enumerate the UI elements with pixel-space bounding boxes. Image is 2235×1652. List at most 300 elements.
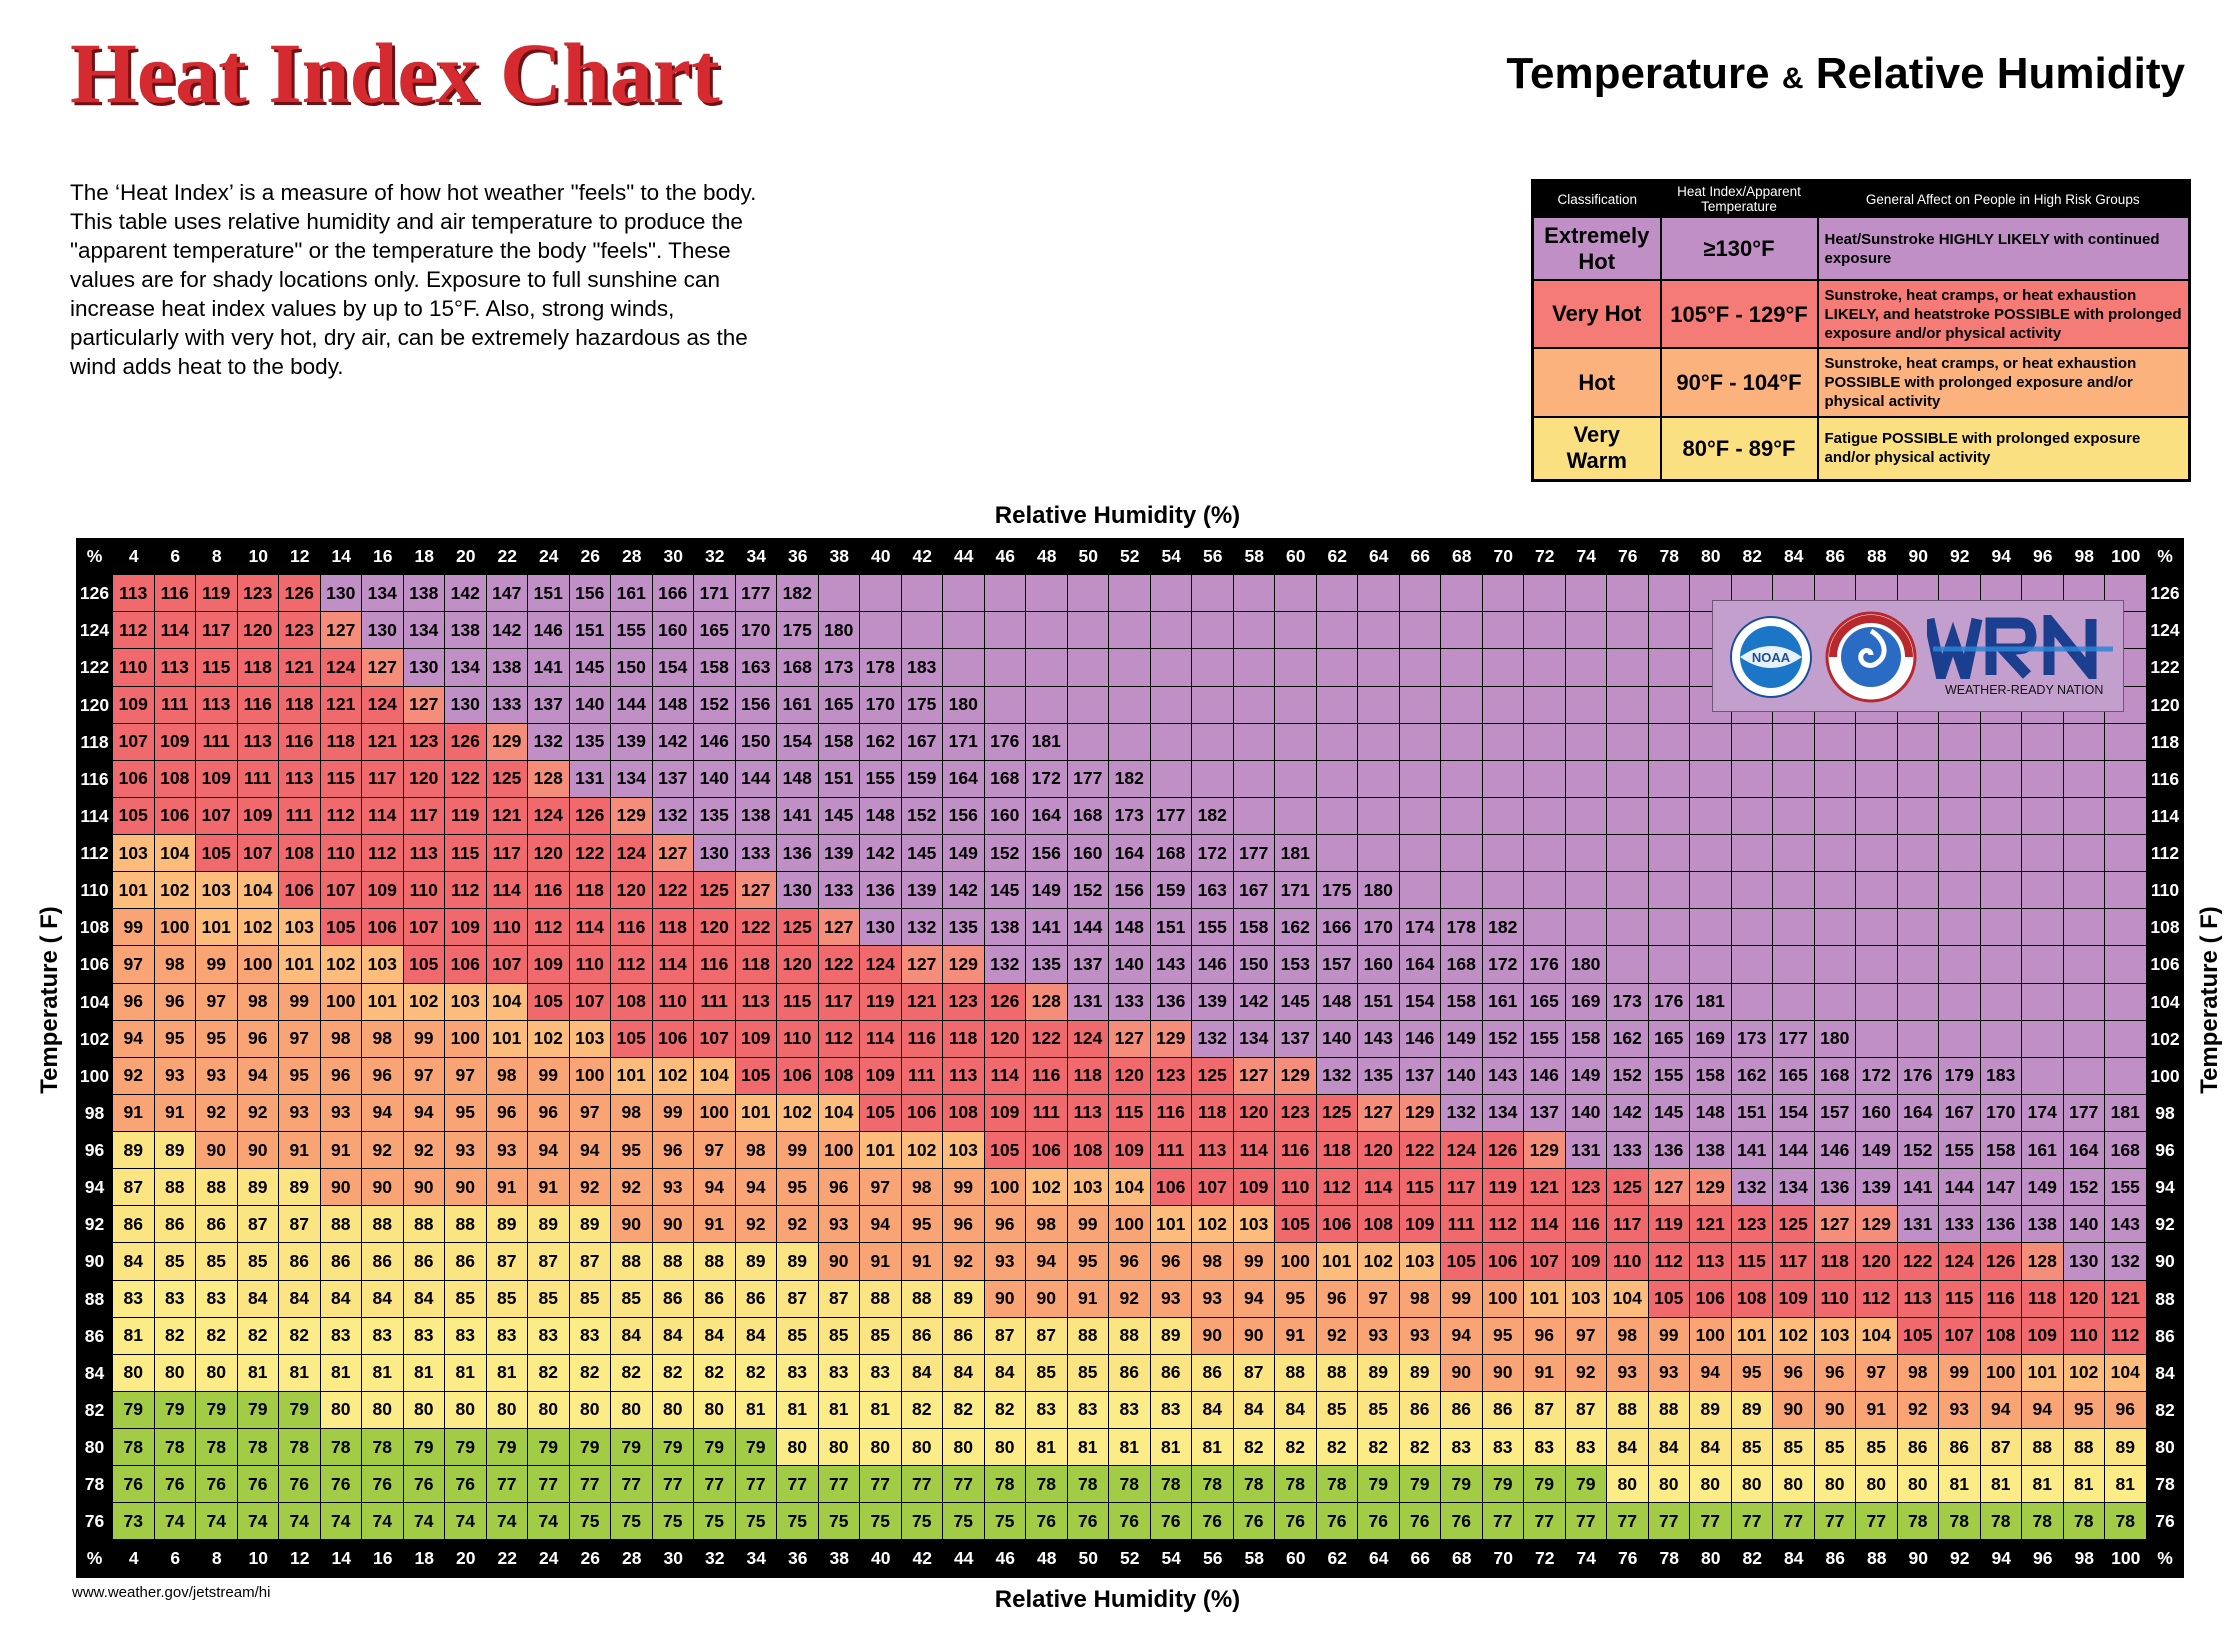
heat-index-cell: 150 [736, 724, 778, 761]
heat-index-cell: 96 [985, 1206, 1027, 1243]
heat-index-cell [2022, 798, 2064, 835]
heat-index-cell: 82 [528, 1355, 570, 1392]
heat-index-cell: 116 [238, 687, 280, 724]
heat-index-cell: 78 [1109, 1466, 1151, 1503]
heat-index-cell: 120 [1234, 1095, 1276, 1132]
heat-index-cell: 103 [445, 984, 487, 1021]
heat-index-cell [1275, 798, 1317, 835]
heat-index-cell: 170 [860, 687, 902, 724]
heat-index-cell: 100 [1981, 1355, 2023, 1392]
heat-index-cell: 147 [487, 575, 529, 612]
heat-index-cell: 98 [362, 1021, 404, 1058]
heat-index-cell: 83 [1441, 1429, 1483, 1466]
heat-index-cell: 114 [860, 1021, 902, 1058]
heat-index-cell: 77 [570, 1466, 612, 1503]
heat-index-cell: 93 [819, 1206, 861, 1243]
heat-index-cell: 83 [860, 1355, 902, 1392]
heat-index-cell: 76 [155, 1466, 197, 1503]
humidity-tick-label: 96 [2022, 538, 2064, 575]
temperature-tick-label: 94 [2147, 1169, 2184, 1206]
heat-index-cell: 74 [445, 1503, 487, 1540]
humidity-tick-label: 94 [1981, 1540, 2023, 1577]
legend-classification: Extremely Hot [1533, 217, 1661, 280]
heat-index-cell: 120 [1856, 1243, 1898, 1280]
heat-index-cell: 136 [1981, 1206, 2023, 1243]
heat-index-cell: 107 [238, 835, 280, 872]
y-axis-title-left: Temperature ( F) [36, 906, 63, 1094]
humidity-tick-label: 4 [113, 1540, 155, 1577]
heat-index-cell [1192, 724, 1234, 761]
heat-index-cell [1358, 798, 1400, 835]
heat-index-cell [1690, 946, 1732, 983]
heat-index-cell: 82 [238, 1318, 280, 1355]
humidity-tick-label: 68 [1441, 538, 1483, 575]
heat-index-cell [1109, 612, 1151, 649]
heat-index-cell: 92 [611, 1169, 653, 1206]
heat-index-cell: 104 [2105, 1355, 2147, 1392]
heat-index-cell [1856, 761, 1898, 798]
heat-index-cell: 74 [362, 1503, 404, 1540]
heat-index-cell: 109 [445, 909, 487, 946]
heat-index-cell [1441, 575, 1483, 612]
heat-index-cell: 87 [985, 1318, 1027, 1355]
heat-index-cell: 149 [1026, 872, 1068, 909]
heat-index-cell: 89 [487, 1206, 529, 1243]
heat-index-cell: 123 [1566, 1169, 1608, 1206]
heat-index-cell: 139 [1192, 984, 1234, 1021]
heat-index-cell: 180 [819, 612, 861, 649]
heat-index-cell [943, 575, 985, 612]
heat-index-cell [1856, 946, 1898, 983]
heat-index-cell: 135 [943, 909, 985, 946]
heat-index-cell: 121 [487, 798, 529, 835]
humidity-tick-label: 20 [445, 538, 487, 575]
heat-index-cell: 110 [2064, 1318, 2106, 1355]
heat-index-cell: 136 [1151, 984, 1193, 1021]
heat-index-cell: 116 [528, 872, 570, 909]
heat-index-cell: 103 [943, 1132, 985, 1169]
heat-index-cell: 180 [1815, 1021, 1857, 1058]
humidity-tick-label: 10 [238, 1540, 280, 1577]
temperature-tick-label: 98 [2147, 1095, 2184, 1132]
heat-index-cell [1939, 909, 1981, 946]
heat-index-cell: 101 [196, 909, 238, 946]
heat-index-cell: 78 [1026, 1466, 1068, 1503]
temperature-tick-label: 120 [2147, 687, 2184, 724]
heat-index-cell [1939, 984, 1981, 1021]
heat-index-cell: 101 [1524, 1281, 1566, 1318]
heat-index-cell: 103 [570, 1021, 612, 1058]
heat-index-cell: 178 [860, 649, 902, 686]
heat-index-cell: 77 [1524, 1503, 1566, 1540]
humidity-tick-label: 92 [1939, 1540, 1981, 1577]
heat-index-cell: 135 [570, 724, 612, 761]
heat-index-cell: 100 [570, 1058, 612, 1095]
heat-index-cell: 80 [611, 1392, 653, 1429]
temperature-tick-label: 124 [76, 612, 113, 649]
heat-index-cell: 120 [238, 612, 280, 649]
heat-index-cell: 87 [113, 1169, 155, 1206]
heat-index-cell: 80 [321, 1392, 363, 1429]
heat-index-cell: 151 [1732, 1095, 1774, 1132]
heat-index-cell: 97 [694, 1132, 736, 1169]
heat-index-cell: 88 [2064, 1429, 2106, 1466]
heat-index-cell: 154 [1773, 1095, 1815, 1132]
heat-index-cell: 151 [570, 612, 612, 649]
heat-index-cell: 93 [321, 1095, 363, 1132]
heat-index-cell: 96 [1815, 1355, 1857, 1392]
heat-index-cell: 148 [860, 798, 902, 835]
heat-index-cell: 79 [1566, 1466, 1608, 1503]
heat-index-cell: 175 [902, 687, 944, 724]
heat-index-cell: 106 [1026, 1132, 1068, 1169]
heat-index-cell: 140 [1109, 946, 1151, 983]
heat-index-cell: 109 [2022, 1318, 2064, 1355]
heat-index-cell [1234, 798, 1276, 835]
heat-index-cell: 127 [653, 835, 695, 872]
heat-index-cell: 109 [362, 872, 404, 909]
humidity-tick-label: 82 [1732, 538, 1774, 575]
heat-index-cell: 128 [2022, 1243, 2064, 1280]
heat-index-cell [1690, 835, 1732, 872]
heat-index-cell: 177 [736, 575, 778, 612]
humidity-tick-label: 52 [1109, 1540, 1151, 1577]
heat-index-cell: 79 [279, 1392, 321, 1429]
humidity-tick-label: 52 [1109, 538, 1151, 575]
heat-index-cell: 88 [445, 1206, 487, 1243]
heat-index-cell: 75 [777, 1503, 819, 1540]
heat-index-cell: 94 [1234, 1281, 1276, 1318]
heat-index-cell: 105 [196, 835, 238, 872]
heat-index-cell [1732, 724, 1774, 761]
heat-index-cell [1109, 649, 1151, 686]
heat-index-cell: 83 [155, 1281, 197, 1318]
humidity-tick-label: 74 [1566, 1540, 1608, 1577]
temperature-tick-label: 108 [2147, 909, 2184, 946]
heat-index-cell: 80 [1773, 1466, 1815, 1503]
heat-index-cell: 105 [1898, 1318, 1940, 1355]
heat-index-cell: 120 [1358, 1132, 1400, 1169]
heat-index-cell: 157 [1815, 1095, 1857, 1132]
heat-index-cell: 74 [321, 1503, 363, 1540]
heat-index-cell [1524, 761, 1566, 798]
heat-index-cell [1607, 872, 1649, 909]
heat-index-cell: 132 [1317, 1058, 1359, 1095]
heat-index-cell: 83 [570, 1318, 612, 1355]
heat-index-cell: 74 [238, 1503, 280, 1540]
heat-index-cell [1151, 724, 1193, 761]
heat-index-cell: 101 [1732, 1318, 1774, 1355]
heat-index-cell: 176 [985, 724, 1027, 761]
heat-index-cell: 130 [860, 909, 902, 946]
heat-index-cell: 142 [943, 872, 985, 909]
heat-index-cell: 156 [1026, 835, 1068, 872]
heat-index-cell: 139 [819, 835, 861, 872]
humidity-tick-label: 50 [1068, 538, 1110, 575]
heat-index-cell [1192, 687, 1234, 724]
heat-index-cell: 163 [1192, 872, 1234, 909]
heat-index-cell: 77 [487, 1466, 529, 1503]
heat-index-cell: 109 [1400, 1206, 1442, 1243]
heat-index-cell: 90 [985, 1281, 1027, 1318]
heat-index-cell: 133 [819, 872, 861, 909]
heat-index-cell: 111 [279, 798, 321, 835]
heat-index-cell: 78 [1192, 1466, 1234, 1503]
heat-index-cell: 139 [902, 872, 944, 909]
heat-index-cell: 152 [902, 798, 944, 835]
legend-row-very-warm [1533, 417, 2190, 481]
heat-index-cell: 76 [1109, 1503, 1151, 1540]
heat-index-cell: 102 [1192, 1206, 1234, 1243]
heat-index-cell: 89 [1400, 1355, 1442, 1392]
heat-index-cell: 94 [404, 1095, 446, 1132]
heat-index-cell: 87 [1524, 1392, 1566, 1429]
heat-index-cell [1939, 724, 1981, 761]
heat-index-cell: 113 [736, 984, 778, 1021]
heat-index-cell: 109 [1566, 1243, 1608, 1280]
heat-index-cell: 150 [1234, 946, 1276, 983]
temperature-tick-label: 126 [76, 575, 113, 612]
heat-index-cell: 118 [1317, 1132, 1359, 1169]
heat-index-cell: 119 [445, 798, 487, 835]
heat-index-cell: 97 [1566, 1318, 1608, 1355]
humidity-tick-label: 18 [404, 538, 446, 575]
heat-index-cell [2022, 984, 2064, 1021]
legend-classification: Hot [1533, 348, 1661, 416]
heat-index-cell: 100 [445, 1021, 487, 1058]
heat-index-cell [2022, 872, 2064, 909]
heat-index-cell: 102 [902, 1132, 944, 1169]
temperature-tick-label: 122 [76, 649, 113, 686]
heat-index-cell: 173 [1109, 798, 1151, 835]
heat-index-cell: 85 [487, 1281, 529, 1318]
humidity-tick-label: 34 [736, 538, 778, 575]
heat-index-cell: 160 [1358, 946, 1400, 983]
heat-index-cell: 90 [1192, 1318, 1234, 1355]
heat-index-cell: 95 [445, 1095, 487, 1132]
heat-index-cell: 104 [819, 1095, 861, 1132]
heat-index-cell: 155 [1192, 909, 1234, 946]
heat-index-cell: 89 [777, 1243, 819, 1280]
heat-index-cell: 117 [1607, 1206, 1649, 1243]
heat-index-cell: 87 [528, 1243, 570, 1280]
heat-index-cell: 124 [1939, 1243, 1981, 1280]
heat-index-cell: 149 [943, 835, 985, 872]
heat-index-cell: 79 [238, 1392, 280, 1429]
humidity-tick-label: 60 [1275, 1540, 1317, 1577]
heat-index-cell: 111 [1026, 1095, 1068, 1132]
heat-index-cell [1358, 649, 1400, 686]
heat-index-cell: 90 [321, 1169, 363, 1206]
heat-index-cell [1275, 761, 1317, 798]
heat-index-cell: 155 [1649, 1058, 1691, 1095]
heat-index-cell: 101 [736, 1095, 778, 1132]
heat-index-cell: 91 [279, 1132, 321, 1169]
heat-index-cell: 84 [1192, 1392, 1234, 1429]
heat-index-cell: 176 [1524, 946, 1566, 983]
heat-index-cell [1566, 575, 1608, 612]
heat-index-cell: 117 [404, 798, 446, 835]
temperature-tick-label: 84 [76, 1355, 113, 1392]
heat-index-cell: 98 [902, 1169, 944, 1206]
heat-index-cell: 172 [1483, 946, 1525, 983]
heat-index-cell: 152 [985, 835, 1027, 872]
humidity-tick-label: 86 [1815, 1540, 1857, 1577]
heat-index-cell: 89 [238, 1169, 280, 1206]
heat-index-cell: 80 [1898, 1466, 1940, 1503]
humidity-tick-label: 70 [1483, 538, 1525, 575]
heat-index-cell: 138 [985, 909, 1027, 946]
heat-index-cell: 177 [1068, 761, 1110, 798]
heat-index-cell [1400, 575, 1442, 612]
heat-index-cell [1898, 761, 1940, 798]
heat-index-cell [1317, 612, 1359, 649]
heat-index-cell: 148 [1109, 909, 1151, 946]
heat-index-cell: 152 [1068, 872, 1110, 909]
heat-index-cell: 96 [1151, 1243, 1193, 1280]
heat-index-cell: 76 [1317, 1503, 1359, 1540]
heat-index-cell: 88 [653, 1243, 695, 1280]
heat-index-cell: 83 [445, 1318, 487, 1355]
heat-index-cell: 94 [528, 1132, 570, 1169]
heat-index-cell [1524, 649, 1566, 686]
heat-index-cell: 129 [1275, 1058, 1317, 1095]
heat-index-cell: 78 [2022, 1503, 2064, 1540]
heat-index-cell [1358, 835, 1400, 872]
temperature-tick-label: 118 [2147, 724, 2184, 761]
heat-index-cell: 82 [653, 1355, 695, 1392]
heat-index-cell: 92 [943, 1243, 985, 1280]
heat-index-cell: 86 [736, 1281, 778, 1318]
heat-index-cell: 85 [238, 1243, 280, 1280]
heat-index-cell: 119 [1483, 1169, 1525, 1206]
heat-index-cell: 81 [860, 1392, 902, 1429]
heat-index-cell: 107 [487, 946, 529, 983]
temperature-tick-label: 106 [76, 946, 113, 983]
heat-index-cell: 106 [279, 872, 321, 909]
heat-index-cell: 121 [1524, 1169, 1566, 1206]
heat-index-cell: 118 [1192, 1095, 1234, 1132]
heat-index-cell: 137 [1400, 1058, 1442, 1095]
heat-index-cell [1566, 909, 1608, 946]
heat-index-cell [1483, 575, 1525, 612]
heat-index-cell: 100 [321, 984, 363, 1021]
temperature-tick-label: 82 [76, 1392, 113, 1429]
heat-index-cell: 91 [902, 1243, 944, 1280]
heat-index-cell: 87 [1981, 1429, 2023, 1466]
heat-index-cell [1649, 909, 1691, 946]
humidity-tick-label: 54 [1151, 1540, 1193, 1577]
temperature-tick-label: 122 [2147, 649, 2184, 686]
heat-index-cell [2064, 1058, 2106, 1095]
heat-index-cell: 182 [1109, 761, 1151, 798]
heat-index-cell: 147 [1981, 1169, 2023, 1206]
heat-index-cell: 98 [1026, 1206, 1068, 1243]
heat-index-cell: 90 [1773, 1392, 1815, 1429]
humidity-tick-label: 56 [1192, 538, 1234, 575]
heat-index-cell [1649, 835, 1691, 872]
heat-index-cell: 109 [113, 687, 155, 724]
heat-index-cell: 78 [985, 1466, 1027, 1503]
page-title: Heat Index Chart [70, 25, 720, 121]
heat-index-cell: 182 [1483, 909, 1525, 946]
heat-index-cell: 79 [404, 1429, 446, 1466]
heat-index-cell [1400, 612, 1442, 649]
heat-index-cell: 89 [1358, 1355, 1400, 1392]
humidity-tick-label: 44 [943, 1540, 985, 1577]
heat-index-cell [1026, 687, 1068, 724]
heat-index-cell [2022, 761, 2064, 798]
heat-index-cell: 92 [196, 1095, 238, 1132]
heat-index-cell: 108 [943, 1095, 985, 1132]
heat-index-cell: 95 [777, 1169, 819, 1206]
heat-index-cell: 143 [1151, 946, 1193, 983]
heat-index-cell [1483, 649, 1525, 686]
heat-index-cell [1317, 761, 1359, 798]
humidity-tick-label: 48 [1026, 538, 1068, 575]
heat-index-cell: 138 [487, 649, 529, 686]
heat-index-cell [1981, 946, 2023, 983]
heat-index-cell: 104 [238, 872, 280, 909]
heat-index-cell: 146 [528, 612, 570, 649]
humidity-tick-label: 20 [445, 1540, 487, 1577]
heat-index-cell: 76 [1068, 1503, 1110, 1540]
humidity-tick-label: 40 [860, 538, 902, 575]
heat-index-cell: 107 [196, 798, 238, 835]
heat-index-cell [1607, 835, 1649, 872]
heat-index-cell: 168 [1815, 1058, 1857, 1095]
heat-index-cell: 94 [238, 1058, 280, 1095]
heat-index-cell [1151, 575, 1193, 612]
heat-index-cell: 80 [777, 1429, 819, 1466]
heat-index-cell [1566, 872, 1608, 909]
humidity-tick-label: 8 [196, 538, 238, 575]
heat-index-cell: 117 [487, 835, 529, 872]
heat-index-cell [1192, 612, 1234, 649]
heat-index-cell: 112 [1856, 1281, 1898, 1318]
heat-index-cell: 108 [279, 835, 321, 872]
heat-index-cell: 86 [445, 1243, 487, 1280]
heat-index-cell: 127 [1358, 1095, 1400, 1132]
heat-index-cell [1358, 612, 1400, 649]
heat-index-cell: 83 [404, 1318, 446, 1355]
heat-index-cell: 160 [653, 612, 695, 649]
heat-index-cell: 140 [2064, 1206, 2106, 1243]
heat-index-cell: 171 [694, 575, 736, 612]
heat-index-cell [1732, 984, 1774, 1021]
heat-index-cell: 79 [570, 1429, 612, 1466]
humidity-tick-label: 22 [487, 1540, 529, 1577]
heat-index-cell: 118 [736, 946, 778, 983]
heat-index-cell: 104 [694, 1058, 736, 1095]
heat-index-cell: 133 [1939, 1206, 1981, 1243]
humidity-tick-label: 92 [1939, 538, 1981, 575]
heat-index-cell [1898, 909, 1940, 946]
heat-index-cell: 102 [1026, 1169, 1068, 1206]
heat-index-cell: 177 [2064, 1095, 2106, 1132]
heat-index-cell: 106 [777, 1058, 819, 1095]
heat-index-cell: 73 [113, 1503, 155, 1540]
heat-index-cell: 100 [238, 946, 280, 983]
heat-index-cell: 126 [1981, 1243, 2023, 1280]
temperature-tick-label: 90 [76, 1243, 113, 1280]
heat-index-cell: 152 [694, 687, 736, 724]
heat-index-cell: 121 [321, 687, 363, 724]
heat-index-cell: 83 [113, 1281, 155, 1318]
legend-range: ≥130°F [1661, 217, 1818, 280]
heat-index-cell: 81 [2022, 1466, 2064, 1503]
heat-index-cell: 149 [1566, 1058, 1608, 1095]
